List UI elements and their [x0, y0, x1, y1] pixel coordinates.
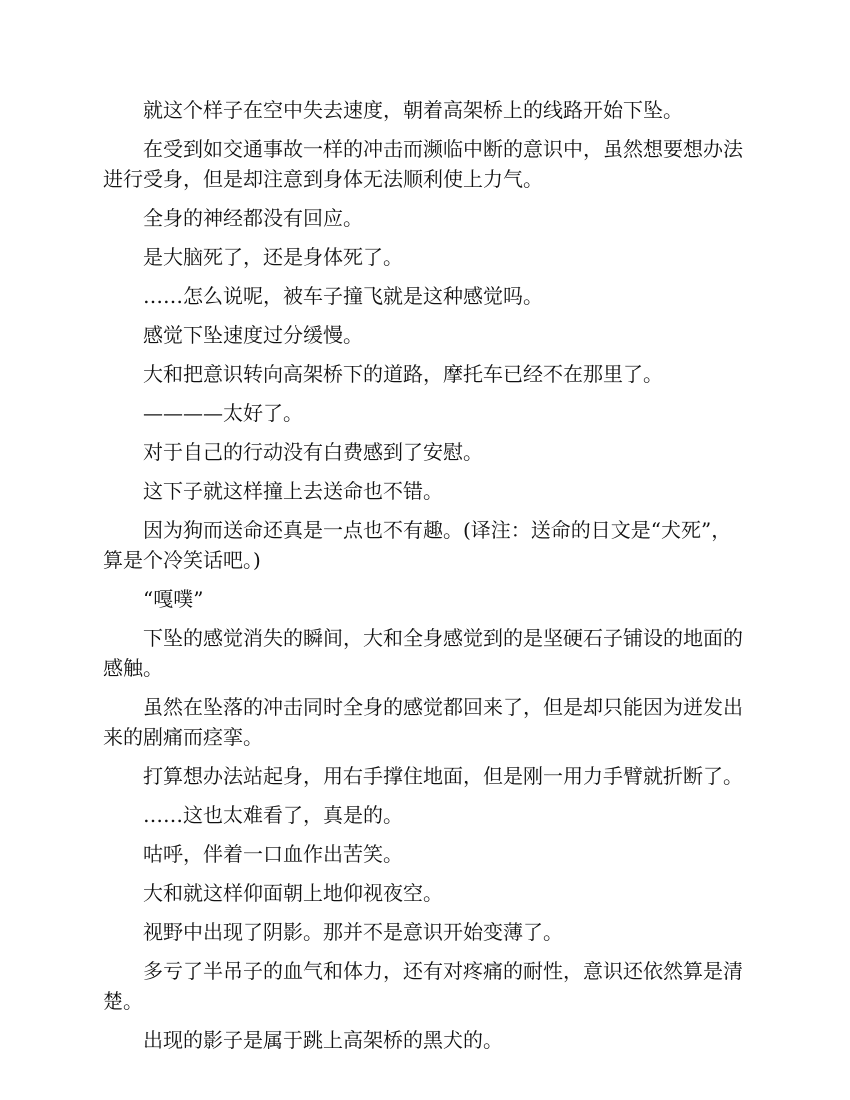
paragraph: ……怎么说呢，被车子撞飞就是这种感觉吗。: [143, 284, 543, 308]
paragraph: 感觉下坠速度过分缓慢。: [143, 323, 363, 347]
paragraph: 下坠的感觉消失的瞬间，大和全身感觉到的是坚硬石子铺设的地面的感触。: [103, 626, 743, 680]
paragraph: 咕呼，伴着一口血作出苦笑。: [143, 842, 403, 866]
paragraph: 全身的神经都没有回应。: [143, 206, 363, 230]
paragraph: 视野中出现了阴影。那并不是意识开始变薄了。: [143, 920, 563, 944]
paragraph: 虽然在坠落的冲击同时全身的感觉都回来了，但是却只能因为迸发出来的剧痛而痉挛。: [103, 695, 743, 749]
paragraph: 这下子就这样撞上去送命也不错。: [143, 479, 443, 503]
paragraph: 大和把意识转向高架桥下的道路，摩托车已经不在那里了。: [143, 362, 663, 386]
paragraph: 因为狗而送命还真是一点也不有趣。(译注：送命的日文是“犬死”，算是个冷笑话吧。): [103, 518, 732, 572]
paragraph: 多亏了半吊子的血气和体力，还有对疼痛的耐性，意识还依然算是清楚。: [103, 959, 743, 1013]
text-body: [103, 95, 749, 1064]
paragraph: 出现的影子是属于跳上高架桥的黑犬的。: [143, 1028, 503, 1052]
paragraph: ……这也太难看了，真是的。: [143, 803, 403, 827]
paragraph: 打算想办法站起身，用右手撑住地面，但是刚一用力手臂就折断了。: [143, 764, 743, 788]
paragraph: “嘎噗”: [143, 587, 204, 611]
paragraph: 大和就这样仰面朝上地仰视夜空。: [143, 881, 443, 905]
paragraph: 在受到如交通事故一样的冲击而濒临中断的意识中，虽然想要想办法进行受身，但是却注意到身体无法顺利使上力气。: [103, 137, 743, 191]
paragraph: 对于自己的行动没有白费感到了安慰。: [143, 440, 483, 464]
paragraph: ————太好了。: [143, 401, 303, 425]
paragraph: 就这个样子在空中失去速度，朝着高架桥上的线路开始下坠。: [143, 98, 683, 122]
paragraph: 是大脑死了，还是身体死了。: [143, 245, 403, 269]
